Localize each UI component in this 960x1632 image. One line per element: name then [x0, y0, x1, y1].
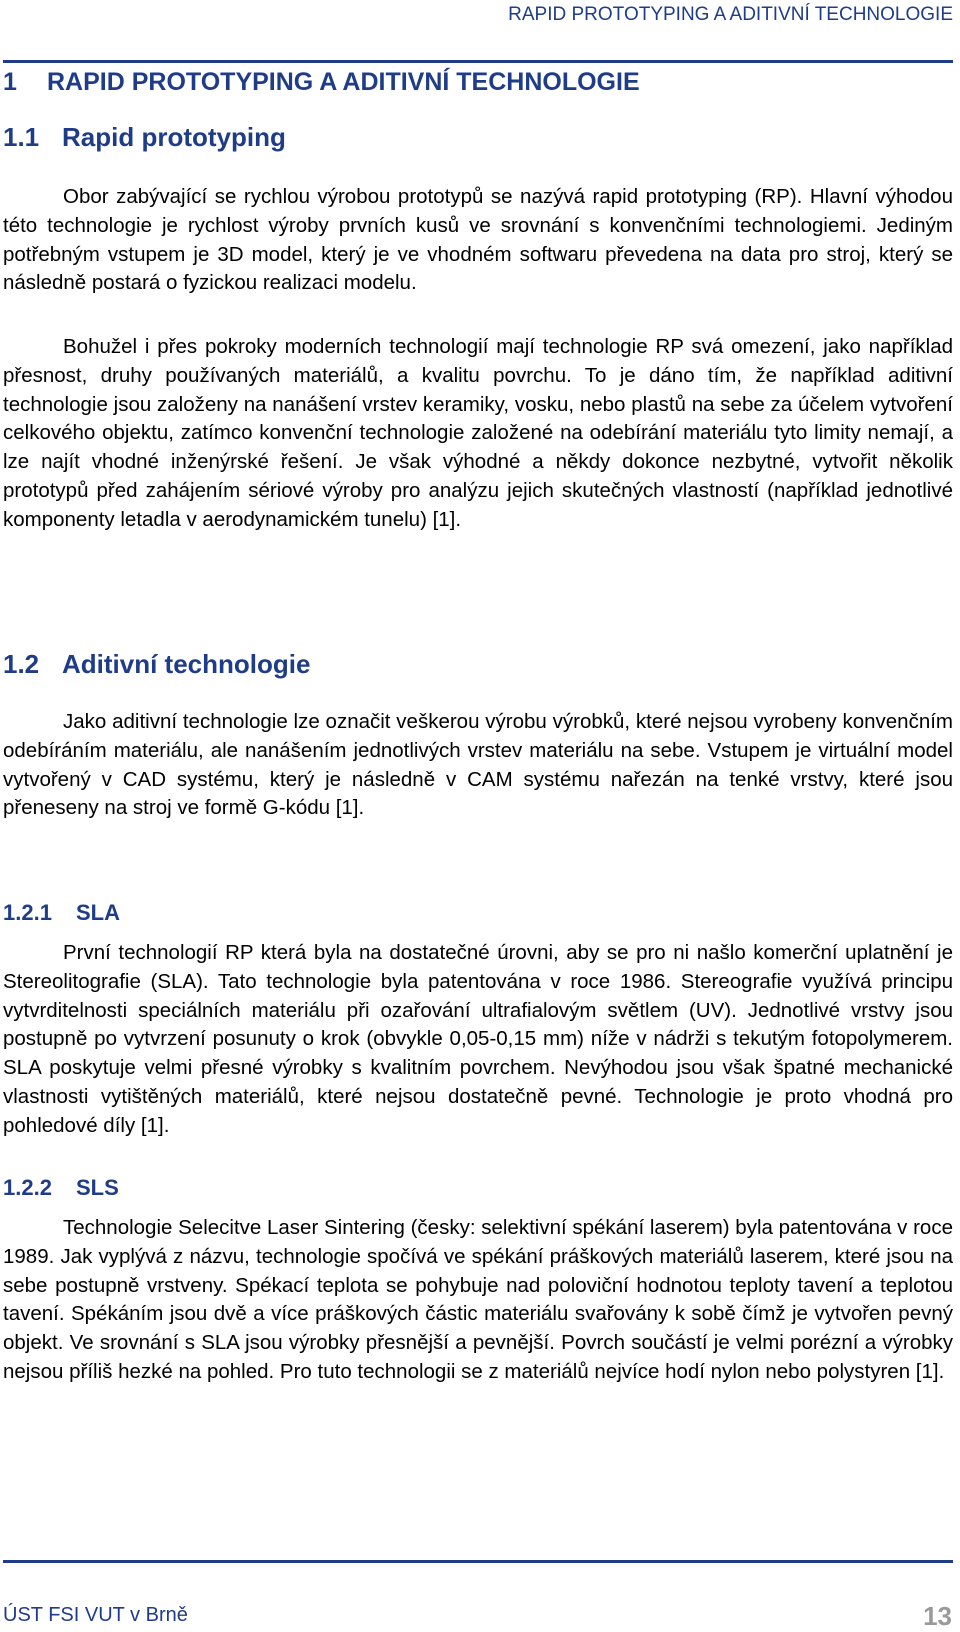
paragraph: Obor zabývající se rychlou výrobou prototypů se nazývá rapid prototyping (RP). Hlavní výhodou této technologie je rychlost výroby prvních kusů ve srovnání s konvenčními technologiemi. Jediným potřebným vstupem je 3D model, který je ve vhodném softwaru převedena na data pro stroj, který se následně postará o fyzickou realizaci modelu. [3, 185, 953, 295]
subsection-title: SLA [76, 900, 120, 925]
paragraph: Bohužel i přes pokroky moderních technologií mají technologie RP svá omezení, jako například přesnost, druhy používaných materiálů, a kvalitu povrchu. To je dáno tím, že například aditivní technologie jsou založeny na nanášení vrstev keramiky, vosku, nebo plastů na sebe za účelem vytvoření celkového objektu, zatímco konvenční technologie založené na odebírání materiálu tyto limity nemají, a lze najít vhodné inženýrské řešení. Je však výhodné a někdy dokonce nezbytné, vytvořit několik prototypů před zahájením sériové výroby pro analýzu jejich skutečných vlastností (například jednotlivé komponenty letadla v aerodynamickém tunelu) [1]. [3, 335, 953, 531]
chapter-number: 1 [3, 68, 17, 96]
subsection-heading-1-2-2 [3, 1175, 119, 1201]
subsection-heading-1-2-1 [3, 900, 120, 926]
subsection-number: 1.2.1 [3, 900, 52, 925]
header-rule [3, 60, 953, 63]
section-heading-1-2 [3, 649, 310, 680]
subsection-number: 1.2.2 [3, 1175, 52, 1200]
chapter-heading [3, 68, 640, 97]
paragraph: Technologie Selecitve Laser Sintering (česky: selektivní spékání laserem) byla patentována v roce 1989. Jak vyplývá z názvu, technologie spočívá ve spékání práškových materiálů laserem, které jsou na sebe postupně vrstveny. Spékací teplota se pohybuje nad poloviční hodnotou teploty tavení a teplotou tavení. Spékáním jsou dvě a více práškových částic materiálu svařovány k sobě čímž je vytvořen pevný objekt. Ve srovnání s SLA jsou výrobky přesnější a pevnější. Povrch součástí je velmi porézní a výrobky nejsou příliš hezké na pohled. Pro tuto technologii se z materiálů nejvíce hodí nylon nebo polystyren [1]. [3, 1216, 953, 1383]
footer-institution: ÚST FSI VUT v Brně [3, 1604, 188, 1626]
page-number: 13 [923, 1601, 952, 1631]
paragraph: První technologií RP která byla na dostatečné úrovni, aby se pro ni našlo komerční uplatnění je Stereolitografie (SLA). Tato technologie byla patentována v roce 1986. Stereografie využívá principu vytvrditelnosti speciálních materiálu při ozařování ultrafialovým světlem (UV). Jednotlivé vrstvy jsou postupně po vytvrzení posunuty o krok (obvykle 0,05-0,15 mm) níže v nádrži s tekutým fotopolymerem. SLA poskytuje velmi přesné výrobky s kvalitním povrchem. Nevýhodou jsou však špatné mechanické vlastnosti vytištěných materiálů, které nejsou dostatečně pevné. Technologie je proto vhodná pro pohledové díly [1]. [3, 941, 953, 1137]
running-header: RAPID PROTOTYPING A ADITIVNÍ TECHNOLOGIE [508, 4, 953, 25]
section-number: 1.2 [3, 649, 40, 679]
chapter-title: RAPID PROTOTYPING A ADITIVNÍ TECHNOLOGIE [47, 68, 640, 96]
footer-rule [3, 1560, 953, 1563]
section-number: 1.1 [3, 122, 40, 152]
subsection-title: SLS [76, 1175, 119, 1200]
paragraph: Jako aditivní technologie lze označit veškerou výrobu výrobků, které nejsou vyrobeny konvenčním odebíráním materiálu, ale nanášením jednotlivých vrstev materiálu na sebe. Vstupem je virtuální model vytvořený v CAD systému, který je následně v CAM systému nařezán na tenké vrstvy, které jsou přeneseny na stroj ve formě G-kódu [1]. [3, 710, 953, 820]
section-heading-1-1 [3, 122, 286, 153]
section-title: Aditivní technologie [62, 649, 311, 679]
section-title: Rapid prototyping [62, 122, 286, 152]
